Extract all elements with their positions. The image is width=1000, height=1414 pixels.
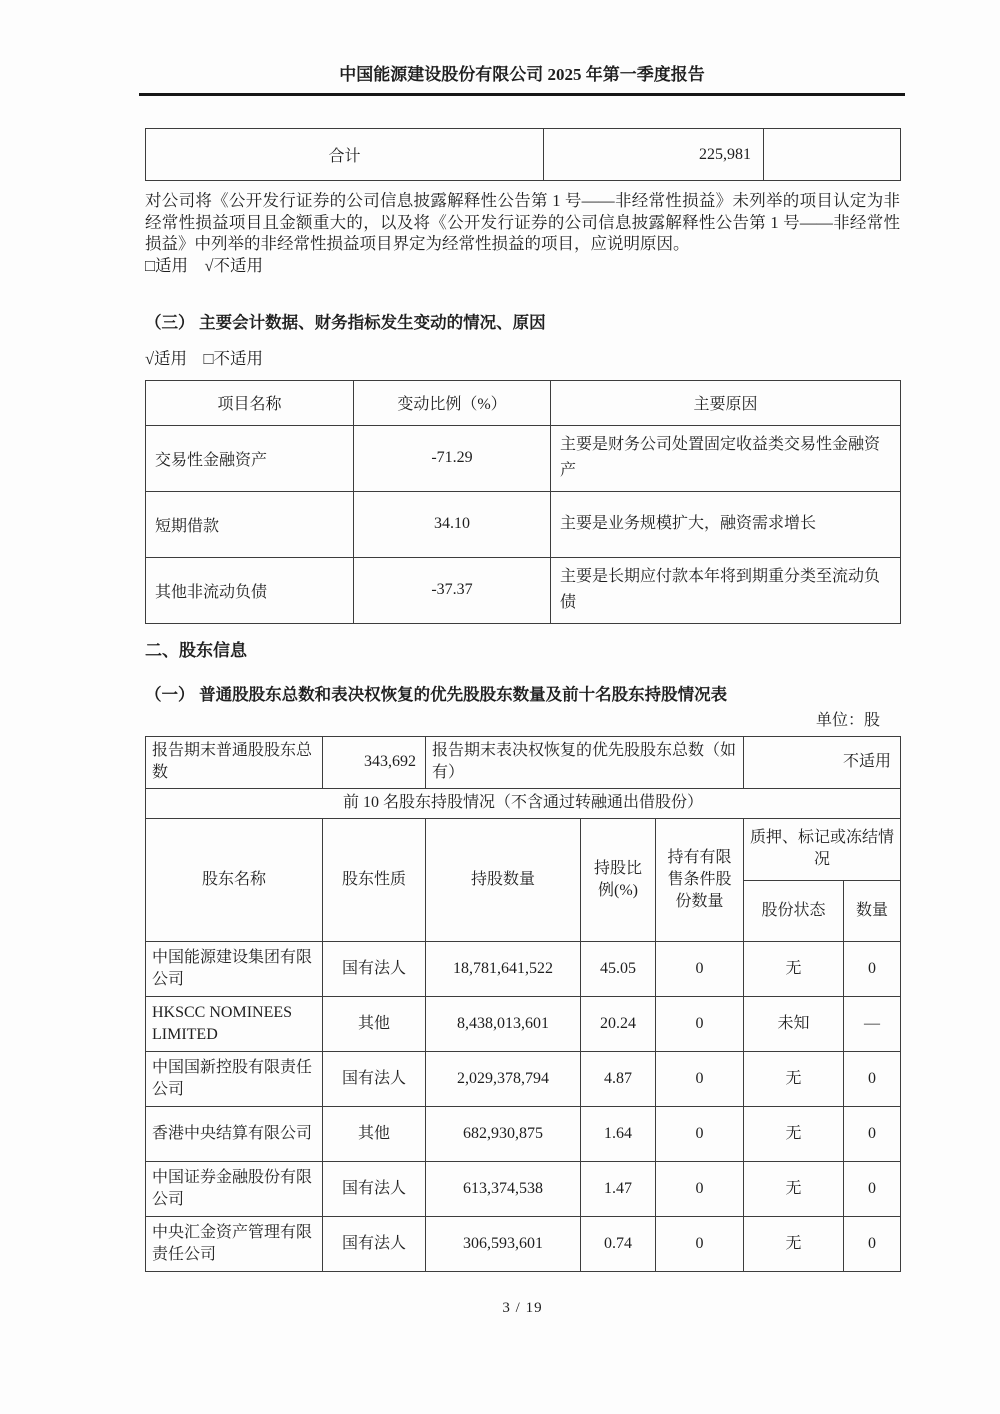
- restricted-shares-cell: 0: [656, 941, 744, 996]
- total-empty-cell: [764, 129, 901, 181]
- nonrecurring-explanation: 对公司将《公开发行证券的公司信息披露解释性公告第 1 号——非经常性损益》未列举的项目认定为非经常性损益项目且金额重大的，以及将《公开发行证券的公司信息披露解释性公告第 1 号——非经常性损益》中列举的非经常性损益项目界定为经常性损益的项目，应说明原因。: [145, 191, 900, 253]
- top10-caption-row: [146, 788, 901, 818]
- top10-caption: 前 10 名股东持股情况（不含通过转融通出借股份）: [146, 788, 901, 818]
- total-label-cell: 合计: [146, 129, 544, 181]
- shareholder-row: [146, 1161, 901, 1216]
- shareholder-row: [146, 1051, 901, 1106]
- page-content: [145, 128, 900, 1318]
- section-heading-shareholders: 二、股东信息: [145, 640, 247, 660]
- share-status-cell: 无: [744, 1161, 844, 1216]
- shareholder-name-cell: HKSCC NOMINEES LIMITED: [146, 996, 323, 1051]
- col-header-ratio: 持股比例(%): [581, 818, 656, 941]
- shareholder-name-cell: 香港中央结算有限公司: [146, 1106, 323, 1161]
- shareholders-table: [145, 736, 901, 1272]
- total-value-cell: 225,981: [544, 129, 764, 181]
- shareholder-row: [146, 1106, 901, 1161]
- unit-label: 单位：股: [815, 711, 880, 729]
- shares-held-cell: 613,374,538: [426, 1161, 581, 1216]
- ordinary-holders-value: 343,692: [323, 736, 426, 788]
- shareholder-nature-cell: 国有法人: [323, 1051, 426, 1106]
- change-cell: 34.10: [354, 491, 551, 557]
- page-number: 3 / 19: [502, 1299, 543, 1316]
- col-header-item: 项目名称: [146, 380, 354, 425]
- ratio-cell: 4.87: [581, 1051, 656, 1106]
- share-status-cell: 无: [744, 1106, 844, 1161]
- shares-held-cell: 18,781,641,522: [426, 941, 581, 996]
- col-header-restricted: 持有有限售条件股份数量: [656, 818, 744, 941]
- shareholder-row: [146, 941, 901, 996]
- col-header-reason: 主要原因: [551, 380, 901, 425]
- shares-held-cell: 8,438,013,601: [426, 996, 581, 1051]
- ratio-cell: 45.05: [581, 941, 656, 996]
- shareholder-totals-row: [146, 736, 901, 788]
- col-header-pledge-group: 质押、标记或冻结情况: [744, 818, 901, 880]
- restricted-shares-cell: 0: [656, 1216, 744, 1271]
- shareholder-nature-cell: 国有法人: [323, 941, 426, 996]
- ratio-cell: 1.64: [581, 1106, 656, 1161]
- pledge-qty-cell: 0: [844, 1161, 901, 1216]
- restricted-shares-cell: 0: [656, 996, 744, 1051]
- shareholder-name-cell: 中国证券金融股份有限公司: [146, 1161, 323, 1216]
- changes-table: [145, 380, 901, 624]
- change-cell: -71.29: [354, 425, 551, 491]
- shareholder-nature-cell: 其他: [323, 1106, 426, 1161]
- shareholder-nature-cell: 国有法人: [323, 1161, 426, 1216]
- col-header-change: 变动比例（%）: [354, 380, 551, 425]
- share-status-cell: 无: [744, 941, 844, 996]
- col-header-nature: 股东性质: [323, 818, 426, 941]
- shareholder-name-cell: 中央汇金资产管理有限责任公司: [146, 1216, 323, 1271]
- preferred-holders-value: 不适用: [744, 736, 901, 788]
- shareholder-nature-cell: 国有法人: [323, 1216, 426, 1271]
- reason-cell: 主要是长期应付款本年将到期重分类至流动负债: [551, 557, 901, 623]
- item-cell: 短期借款: [146, 491, 354, 557]
- shareholder-nature-cell: 其他: [323, 996, 426, 1051]
- pledge-qty-cell: —: [844, 996, 901, 1051]
- shareholders-subheading: （一） 普通股股东总数和表决权恢复的优先股股东数量及前十名股东持股情况表: [145, 685, 728, 704]
- changes-applicability: √适用 □不适用: [145, 348, 264, 368]
- reason-cell: 主要是财务公司处置固定收益类交易性金融资产: [551, 425, 901, 491]
- pledge-qty-cell: 0: [844, 1216, 901, 1271]
- share-status-cell: 无: [744, 1216, 844, 1271]
- share-status-cell: 无: [744, 1051, 844, 1106]
- shareholder-name-cell: 中国国新控股有限责任公司: [146, 1051, 323, 1106]
- nonrecurring-total-table: [145, 128, 901, 181]
- reason-cell: 主要是业务规模扩大，融资需求增长: [551, 491, 901, 557]
- report-title: 中国能源建设股份有限公司 2025 年第一季度报告: [339, 65, 705, 84]
- section-heading-changes: （三） 主要会计数据、财务指标发生变动的情况、原因: [145, 313, 546, 332]
- col-header-pledge-qty: 数量: [844, 880, 901, 941]
- shares-held-cell: 682,930,875: [426, 1106, 581, 1161]
- preferred-holders-label: 报告期末表决权恢复的优先股股东总数（如有）: [426, 736, 744, 788]
- col-header-share-status: 股份状态: [744, 880, 844, 941]
- shares-held-cell: 306,593,601: [426, 1216, 581, 1271]
- pledge-qty-cell: 0: [844, 1051, 901, 1106]
- col-header-shares: 持股数量: [426, 818, 581, 941]
- shares-held-cell: 2,029,378,794: [426, 1051, 581, 1106]
- pledge-qty-cell: 0: [844, 941, 901, 996]
- shareholder-row: [146, 1216, 901, 1271]
- shareholder-name-cell: 中国能源建设集团有限公司: [146, 941, 323, 996]
- ratio-cell: 0.74: [581, 1216, 656, 1271]
- nonrecurring-applicability: □适用 √不适用: [145, 255, 264, 275]
- table-row: [146, 557, 901, 623]
- restricted-shares-cell: 0: [656, 1161, 744, 1216]
- header-rule: [139, 93, 905, 96]
- table-row: [146, 491, 901, 557]
- item-cell: 其他非流动负债: [146, 557, 354, 623]
- table-row: [146, 129, 901, 181]
- ratio-cell: 20.24: [581, 996, 656, 1051]
- table-row: [146, 425, 901, 491]
- col-header-name: 股东名称: [146, 818, 323, 941]
- item-cell: 交易性金融资产: [146, 425, 354, 491]
- page-header: [0, 0, 1000, 96]
- share-status-cell: 未知: [744, 996, 844, 1051]
- restricted-shares-cell: 0: [656, 1051, 744, 1106]
- ratio-cell: 1.47: [581, 1161, 656, 1216]
- table-header-row: [146, 380, 901, 425]
- change-cell: -37.37: [354, 557, 551, 623]
- restricted-shares-cell: 0: [656, 1106, 744, 1161]
- ordinary-holders-label: 报告期末普通股股东总数: [146, 736, 323, 788]
- pledge-qty-cell: 0: [844, 1106, 901, 1161]
- table-header-row: [146, 818, 901, 880]
- shareholder-row: [146, 996, 901, 1051]
